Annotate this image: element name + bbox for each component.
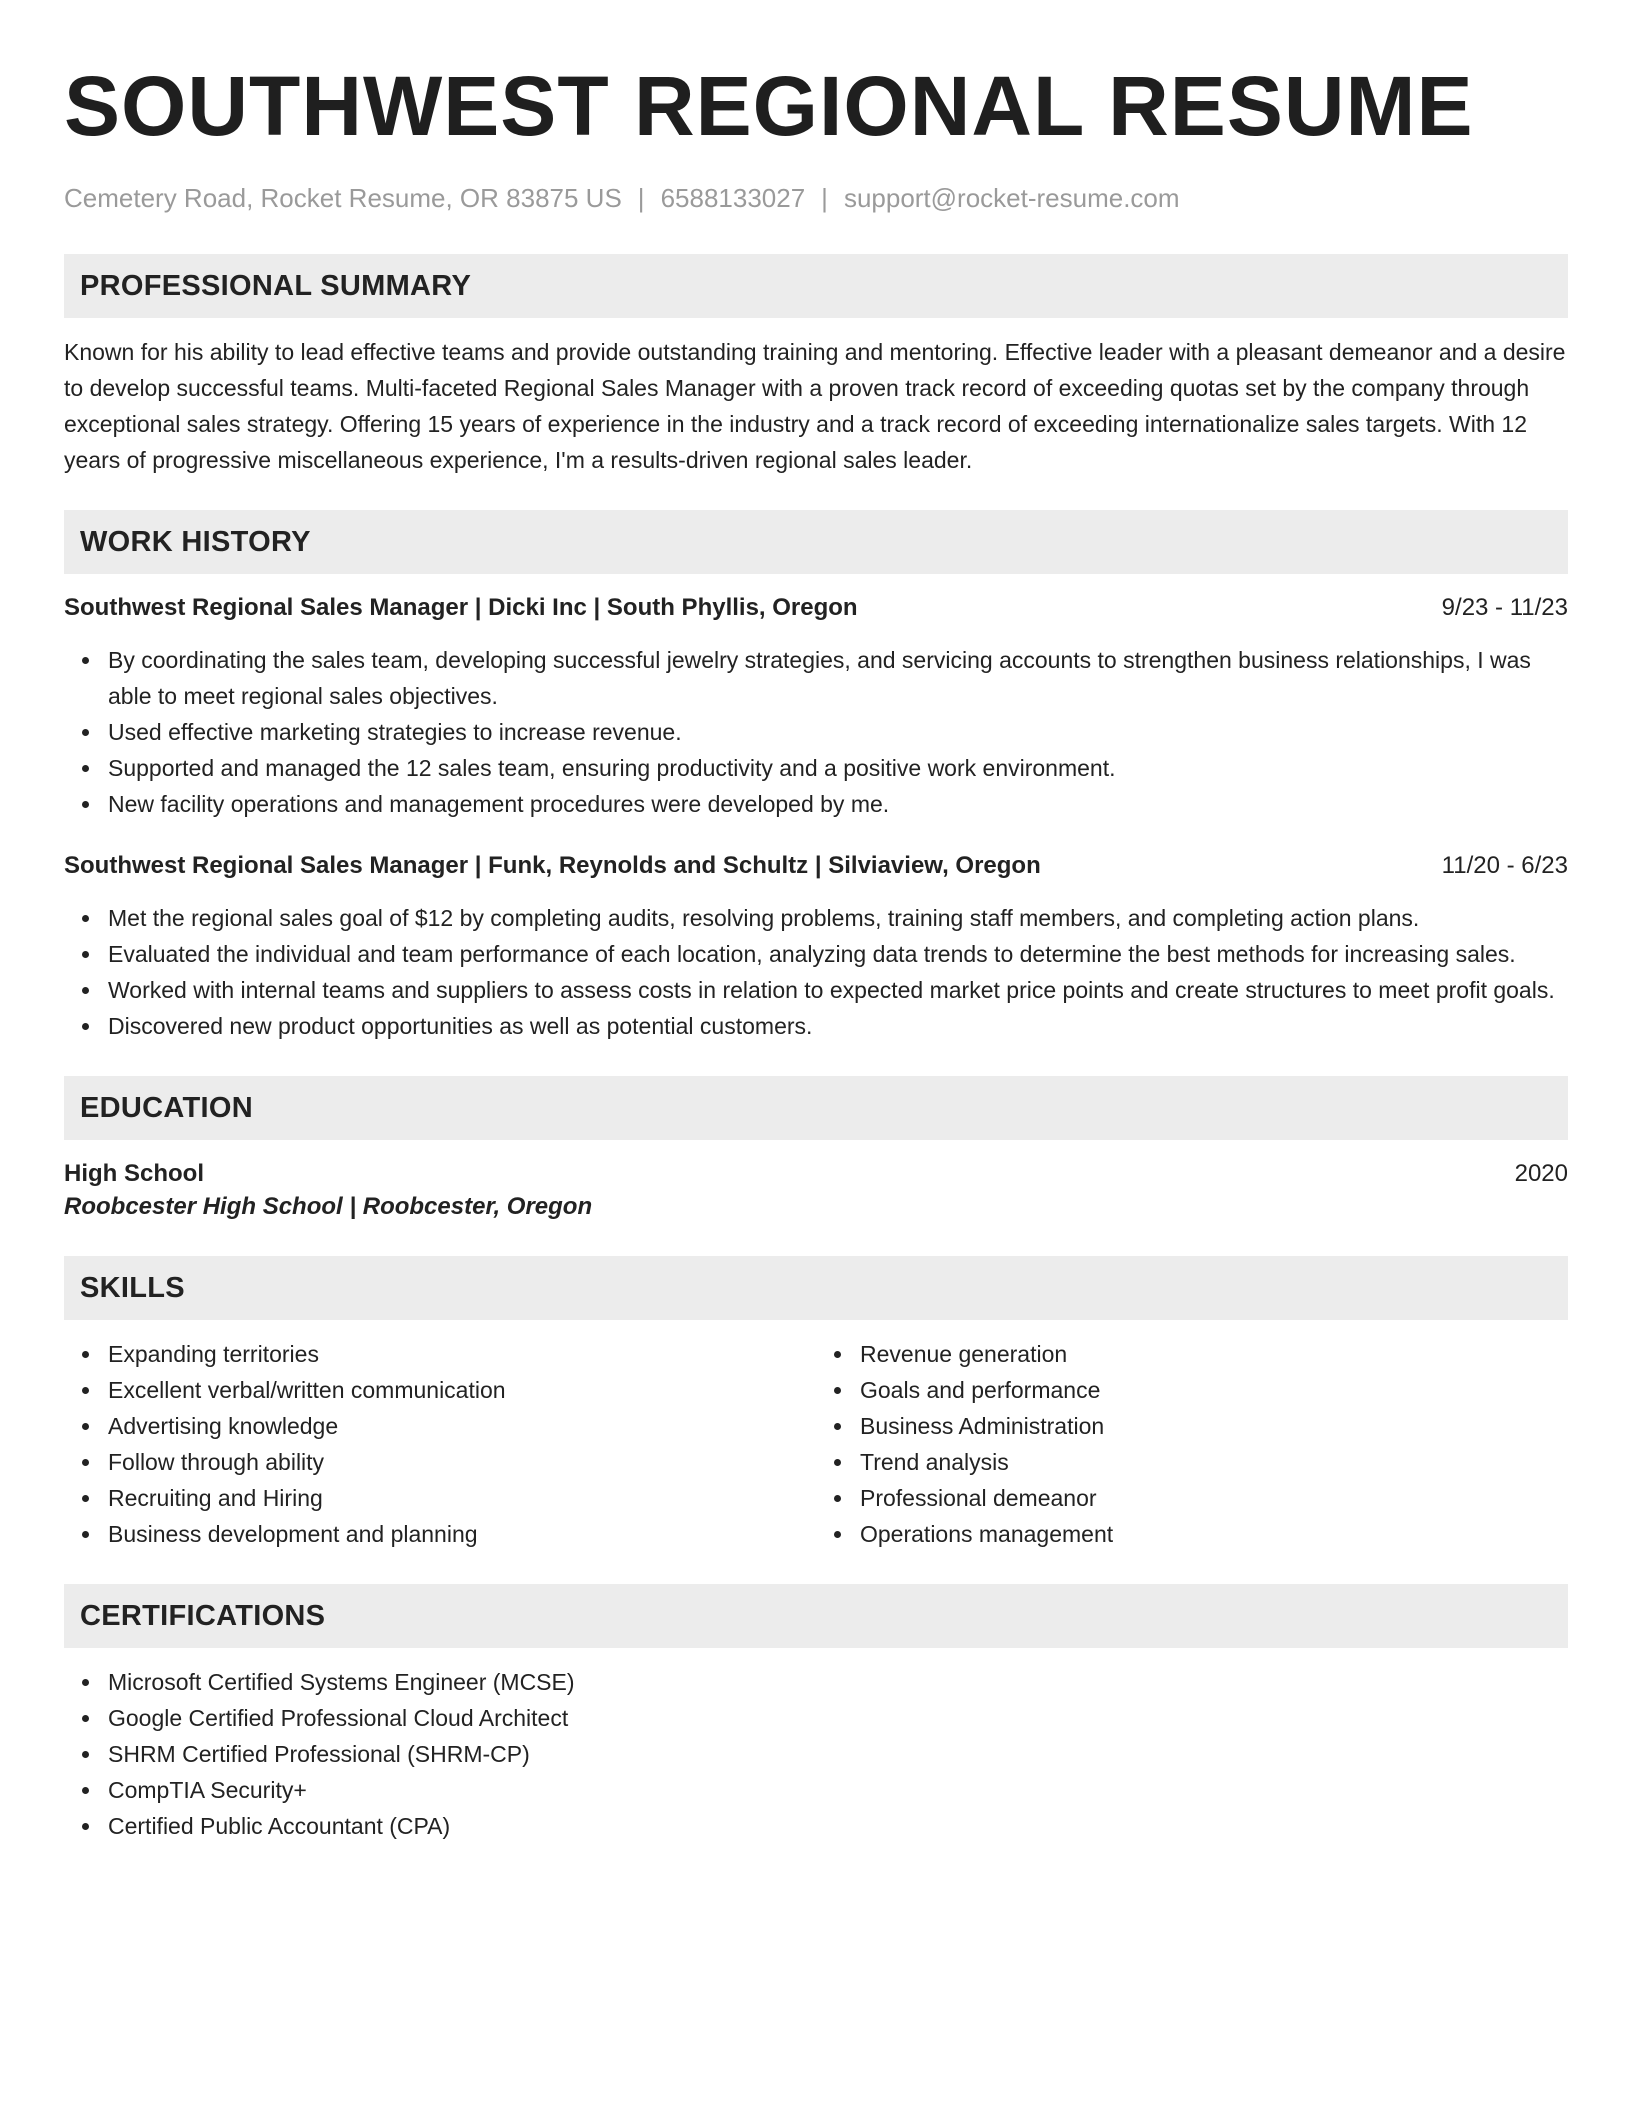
contact-line — [64, 182, 1568, 214]
list-item: New facility operations and management procedures were developed by me. — [108, 786, 1568, 822]
education-school: Roobcester High School | Roobcester, Oregon — [64, 1193, 593, 1220]
certifications-list — [64, 1664, 1568, 1844]
education-header — [64, 1158, 1568, 1190]
education-section — [64, 1076, 1568, 1224]
list-item: Used effective marketing strategies to increase revenue. — [108, 714, 1568, 750]
job-header — [64, 850, 1568, 882]
list-item: Google Certified Professional Cloud Architect — [108, 1700, 1568, 1736]
skills-grid — [64, 1336, 1568, 1552]
job-bullets — [64, 642, 1568, 822]
education-year: 2020 — [1514, 1160, 1568, 1187]
list-item: Expanding territories — [108, 1336, 816, 1372]
list-item: Follow through ability — [108, 1444, 816, 1480]
education-degree: High School — [64, 1160, 204, 1187]
job-title: Southwest Regional Sales Manager | Funk, Reynolds and Schultz | Silviaview, Oregon — [64, 852, 1041, 879]
list-item: Evaluated the individual and team performance of each location, analyzing data trends to determine the best methods for increasing sales. — [108, 936, 1568, 972]
list-item: Certified Public Accountant (CPA) — [108, 1808, 1568, 1844]
list-item: By coordinating the sales team, developing successful jewelry strategies, and servicing accounts to strengthen business relationships, I was able to meet regional sales objectives. — [108, 642, 1568, 714]
contact-separator: | — [637, 183, 645, 213]
list-item: SHRM Certified Professional (SHRM-CP) — [108, 1736, 1568, 1772]
list-item: CompTIA Security+ — [108, 1772, 1568, 1808]
list-item: Worked with internal teams and suppliers to assess costs in relation to expected market price points and create structures to meet profit goals. — [108, 972, 1568, 1008]
list-item: Trend analysis — [860, 1444, 1568, 1480]
section-heading-certifications: CERTIFICATIONS — [64, 1584, 1568, 1648]
job-bullets — [64, 900, 1568, 1044]
list-item: Revenue generation — [860, 1336, 1568, 1372]
contact-separator: | — [821, 183, 828, 213]
job-title: Southwest Regional Sales Manager | Dicki Inc | South Phyllis, Oregon — [64, 594, 858, 621]
list-item: Met the regional sales goal of $12 by completing audits, resolving problems, training staff members, and completing action plans. — [108, 900, 1568, 936]
contact-email: support@rocket-resume.com — [843, 183, 1180, 213]
list-item: Discovered new product opportunities as well as potential customers. — [108, 1008, 1568, 1044]
list-item: Operations management — [860, 1516, 1568, 1552]
list-item: Business Administration — [860, 1408, 1568, 1444]
list-item: Advertising knowledge — [108, 1408, 816, 1444]
skills-column-left — [64, 1336, 816, 1552]
list-item: Professional demeanor — [860, 1480, 1568, 1516]
list-item: Excellent verbal/written communication — [108, 1372, 816, 1408]
job-dates: 11/20 - 6/23 — [1441, 852, 1568, 879]
section-heading-skills: SKILLS — [64, 1256, 1568, 1320]
skills-section — [64, 1256, 1568, 1552]
section-heading-summary: PROFESSIONAL SUMMARY — [64, 254, 1568, 318]
certifications-section — [64, 1584, 1568, 1844]
summary-section — [64, 254, 1568, 478]
contact-phone: 6588133027 — [660, 183, 806, 213]
summary-text: Known for his ability to lead effective teams and provide outstanding training and mentoring. Effective leader with a pleasant demeanor and a desire to develop successful teams. Multi-faceted Regional Sales Manager with a proven track record of exceeding quotas set by the company through exceptional sales strategy. Offering 15 years of experience in the industry and a track record of exceeding internationalize sales targets. With 12 years of progressive miscellaneous experience, I'm a results-driven regional sales leader. — [64, 339, 1566, 473]
list-item: Supported and managed the 12 sales team, ensuring productivity and a positive work environment. — [108, 750, 1568, 786]
contact-address: Cemetery Road, Rocket Resume, OR 83875 US — [64, 183, 622, 213]
job-entry — [64, 592, 1568, 822]
section-heading-work: WORK HISTORY — [64, 510, 1568, 574]
job-entry — [64, 850, 1568, 1044]
section-heading-education: EDUCATION — [64, 1076, 1568, 1140]
work-history-section — [64, 510, 1568, 1044]
list-item: Recruiting and Hiring — [108, 1480, 816, 1516]
list-item: Microsoft Certified Systems Engineer (MCSE) — [108, 1664, 1568, 1700]
resume-name: SOUTHWEST REGIONAL RESUME — [64, 59, 1474, 153]
list-item: Business development and planning — [108, 1516, 816, 1552]
job-header — [64, 592, 1568, 624]
job-dates: 9/23 - 11/23 — [1441, 594, 1568, 621]
skills-column-right — [816, 1336, 1568, 1552]
list-item: Goals and performance — [860, 1372, 1568, 1408]
